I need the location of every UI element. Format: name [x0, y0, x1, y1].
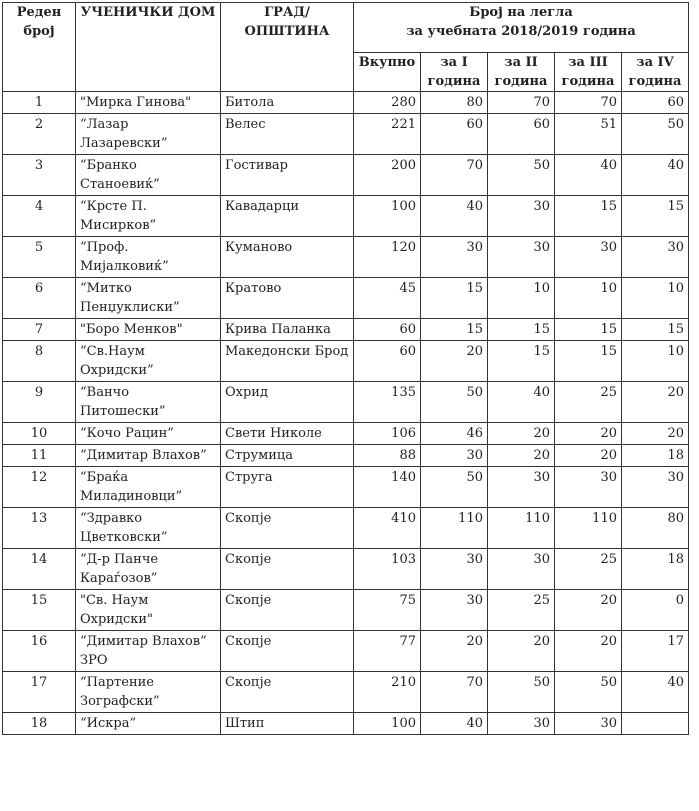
- row-year-2: 30: [488, 549, 555, 590]
- row-total: 120: [354, 237, 421, 278]
- row-number: 16: [3, 631, 76, 672]
- row-dormitory: “Партение Зографски”: [76, 672, 221, 713]
- row-year-1: 60: [421, 114, 488, 155]
- row-year-4: 0: [622, 590, 689, 631]
- table-row: [3, 114, 689, 155]
- header-beds-group: [354, 3, 689, 53]
- header-total: Вкупно: [354, 53, 421, 92]
- row-year-2: 50: [488, 672, 555, 713]
- row-number: 9: [3, 382, 76, 423]
- row-number: 7: [3, 319, 76, 341]
- row-year-3: 30: [555, 237, 622, 278]
- table-row: [3, 631, 689, 672]
- row-year-1: 110: [421, 508, 488, 549]
- row-year-1: 30: [421, 445, 488, 467]
- table-row: [3, 590, 689, 631]
- row-year-4: 18: [622, 549, 689, 590]
- table-row: [3, 319, 689, 341]
- row-dormitory: “Д-р Панче Караѓозов”: [76, 549, 221, 590]
- row-year-2: 60: [488, 114, 555, 155]
- row-year-2: 70: [488, 92, 555, 114]
- row-dormitory: “Бранко Станоевиќ”: [76, 155, 221, 196]
- row-number: 2: [3, 114, 76, 155]
- row-city: Крива Паланка: [221, 319, 354, 341]
- row-year-3: 25: [555, 549, 622, 590]
- row-number: 11: [3, 445, 76, 467]
- row-dormitory: “Ванчо Питошески”: [76, 382, 221, 423]
- row-year-3: 30: [555, 467, 622, 508]
- table-row: [3, 672, 689, 713]
- row-dormitory: “Кочо Рацин”: [76, 423, 221, 445]
- row-number: 13: [3, 508, 76, 549]
- row-year-4: 15: [622, 196, 689, 237]
- header-year-2: за II година: [488, 53, 555, 92]
- row-year-2: 15: [488, 341, 555, 382]
- row-year-3: 20: [555, 423, 622, 445]
- row-year-4: 40: [622, 155, 689, 196]
- row-dormitory: “Св.Наум Охридски”: [76, 341, 221, 382]
- row-total: 100: [354, 713, 421, 735]
- row-year-4: [622, 713, 689, 735]
- row-year-2: 50: [488, 155, 555, 196]
- row-year-1: 15: [421, 319, 488, 341]
- row-year-2: 20: [488, 423, 555, 445]
- header-year-1: за I година: [421, 53, 488, 92]
- row-year-1: 50: [421, 382, 488, 423]
- row-year-3: 20: [555, 590, 622, 631]
- row-year-3: 110: [555, 508, 622, 549]
- row-number: 3: [3, 155, 76, 196]
- row-city: Скопје: [221, 631, 354, 672]
- row-number: 10: [3, 423, 76, 445]
- row-year-4: 17: [622, 631, 689, 672]
- table-row: [3, 423, 689, 445]
- row-city: Куманово: [221, 237, 354, 278]
- row-year-3: 20: [555, 631, 622, 672]
- row-total: 210: [354, 672, 421, 713]
- table-row: [3, 445, 689, 467]
- row-city: Свети Николе: [221, 423, 354, 445]
- row-total: 60: [354, 319, 421, 341]
- row-year-2: 30: [488, 237, 555, 278]
- row-year-1: 70: [421, 155, 488, 196]
- row-total: 280: [354, 92, 421, 114]
- row-year-1: 30: [421, 590, 488, 631]
- table-body: [3, 92, 689, 735]
- row-year-4: 18: [622, 445, 689, 467]
- row-year-1: 15: [421, 278, 488, 319]
- row-year-4: 30: [622, 237, 689, 278]
- header-year-4: за IV година: [622, 53, 689, 92]
- row-year-3: 15: [555, 341, 622, 382]
- row-year-1: 80: [421, 92, 488, 114]
- row-year-3: 25: [555, 382, 622, 423]
- row-dormitory: “Браќа Миладиновци”: [76, 467, 221, 508]
- header-row-1: [3, 3, 689, 53]
- table-row: [3, 237, 689, 278]
- row-dormitory: “Здравко Цветковски”: [76, 508, 221, 549]
- row-year-4: 30: [622, 467, 689, 508]
- row-number: 8: [3, 341, 76, 382]
- row-year-2: 30: [488, 196, 555, 237]
- row-year-2: 20: [488, 631, 555, 672]
- row-number: 1: [3, 92, 76, 114]
- row-year-3: 51: [555, 114, 622, 155]
- row-dormitory: "Боро Менков": [76, 319, 221, 341]
- table-row: [3, 382, 689, 423]
- row-year-3: 50: [555, 672, 622, 713]
- row-city: Гостивар: [221, 155, 354, 196]
- row-number: 18: [3, 713, 76, 735]
- table-row: [3, 341, 689, 382]
- dormitory-beds-table: [2, 2, 689, 735]
- header-year-3: за III година: [555, 53, 622, 92]
- row-number: 14: [3, 549, 76, 590]
- row-year-4: 60: [622, 92, 689, 114]
- table-row: [3, 92, 689, 114]
- table-row: [3, 713, 689, 735]
- row-year-2: 20: [488, 445, 555, 467]
- row-number: 15: [3, 590, 76, 631]
- row-city: Кавадарци: [221, 196, 354, 237]
- table-row: [3, 196, 689, 237]
- row-total: 75: [354, 590, 421, 631]
- table-row: [3, 467, 689, 508]
- row-city: Велес: [221, 114, 354, 155]
- row-total: 200: [354, 155, 421, 196]
- row-dormitory: “Димитар Влахов” ЗРО: [76, 631, 221, 672]
- row-number: 5: [3, 237, 76, 278]
- header-city: ГРАД/ ОПШТИНА: [221, 3, 354, 92]
- row-city: Скопје: [221, 590, 354, 631]
- header-order-number: Реден број: [3, 3, 76, 92]
- row-total: 100: [354, 196, 421, 237]
- row-number: 6: [3, 278, 76, 319]
- row-year-2: 30: [488, 713, 555, 735]
- row-number: 17: [3, 672, 76, 713]
- row-city: Струмица: [221, 445, 354, 467]
- row-year-4: 80: [622, 508, 689, 549]
- row-total: 140: [354, 467, 421, 508]
- row-year-1: 40: [421, 713, 488, 735]
- header-school-year: за учебната 2018/2019 година: [406, 24, 636, 39]
- row-city: Струга: [221, 467, 354, 508]
- row-dormitory: “Димитар Влахов”: [76, 445, 221, 467]
- row-year-1: 20: [421, 631, 488, 672]
- row-year-4: 20: [622, 423, 689, 445]
- row-year-1: 30: [421, 549, 488, 590]
- row-year-3: 70: [555, 92, 622, 114]
- row-year-3: 15: [555, 196, 622, 237]
- row-year-1: 46: [421, 423, 488, 445]
- row-city: Скопје: [221, 508, 354, 549]
- row-year-4: 10: [622, 278, 689, 319]
- row-year-3: 10: [555, 278, 622, 319]
- row-total: 135: [354, 382, 421, 423]
- row-number: 4: [3, 196, 76, 237]
- row-city: Македонски Брод: [221, 341, 354, 382]
- row-year-2: 110: [488, 508, 555, 549]
- row-city: Битола: [221, 92, 354, 114]
- row-year-3: 40: [555, 155, 622, 196]
- row-total: 45: [354, 278, 421, 319]
- table-row: [3, 549, 689, 590]
- header-dormitory: УЧЕНИЧКИ ДОМ: [76, 3, 221, 92]
- row-total: 77: [354, 631, 421, 672]
- row-year-4: 50: [622, 114, 689, 155]
- row-year-3: 20: [555, 445, 622, 467]
- row-year-1: 20: [421, 341, 488, 382]
- table-row: [3, 508, 689, 549]
- row-year-3: 15: [555, 319, 622, 341]
- header-beds-title: Број на легла: [469, 5, 573, 20]
- row-dormitory: "Св. Наум Охридски": [76, 590, 221, 631]
- row-year-4: 40: [622, 672, 689, 713]
- row-city: Кратово: [221, 278, 354, 319]
- row-year-2: 25: [488, 590, 555, 631]
- row-dormitory: “Лазар Лазаревски”: [76, 114, 221, 155]
- row-year-2: 40: [488, 382, 555, 423]
- row-year-1: 40: [421, 196, 488, 237]
- row-year-2: 30: [488, 467, 555, 508]
- row-year-3: 30: [555, 713, 622, 735]
- table-row: [3, 278, 689, 319]
- row-dormitory: “Крсте П. Мисирков”: [76, 196, 221, 237]
- row-year-4: 10: [622, 341, 689, 382]
- row-total: 410: [354, 508, 421, 549]
- row-year-1: 30: [421, 237, 488, 278]
- row-city: Штип: [221, 713, 354, 735]
- row-total: 60: [354, 341, 421, 382]
- row-number: 12: [3, 467, 76, 508]
- row-dormitory: "Мирка Гинова": [76, 92, 221, 114]
- row-year-4: 15: [622, 319, 689, 341]
- row-dormitory: “Митко Пенџуклиски”: [76, 278, 221, 319]
- row-year-2: 15: [488, 319, 555, 341]
- row-total: 221: [354, 114, 421, 155]
- table-row: [3, 155, 689, 196]
- row-year-4: 20: [622, 382, 689, 423]
- row-year-1: 70: [421, 672, 488, 713]
- row-city: Скопје: [221, 672, 354, 713]
- row-city: Охрид: [221, 382, 354, 423]
- row-year-2: 10: [488, 278, 555, 319]
- row-total: 103: [354, 549, 421, 590]
- row-city: Скопје: [221, 549, 354, 590]
- row-total: 88: [354, 445, 421, 467]
- row-dormitory: “Проф. Мијалковиќ”: [76, 237, 221, 278]
- row-total: 106: [354, 423, 421, 445]
- row-dormitory: “Искра”: [76, 713, 221, 735]
- row-year-1: 50: [421, 467, 488, 508]
